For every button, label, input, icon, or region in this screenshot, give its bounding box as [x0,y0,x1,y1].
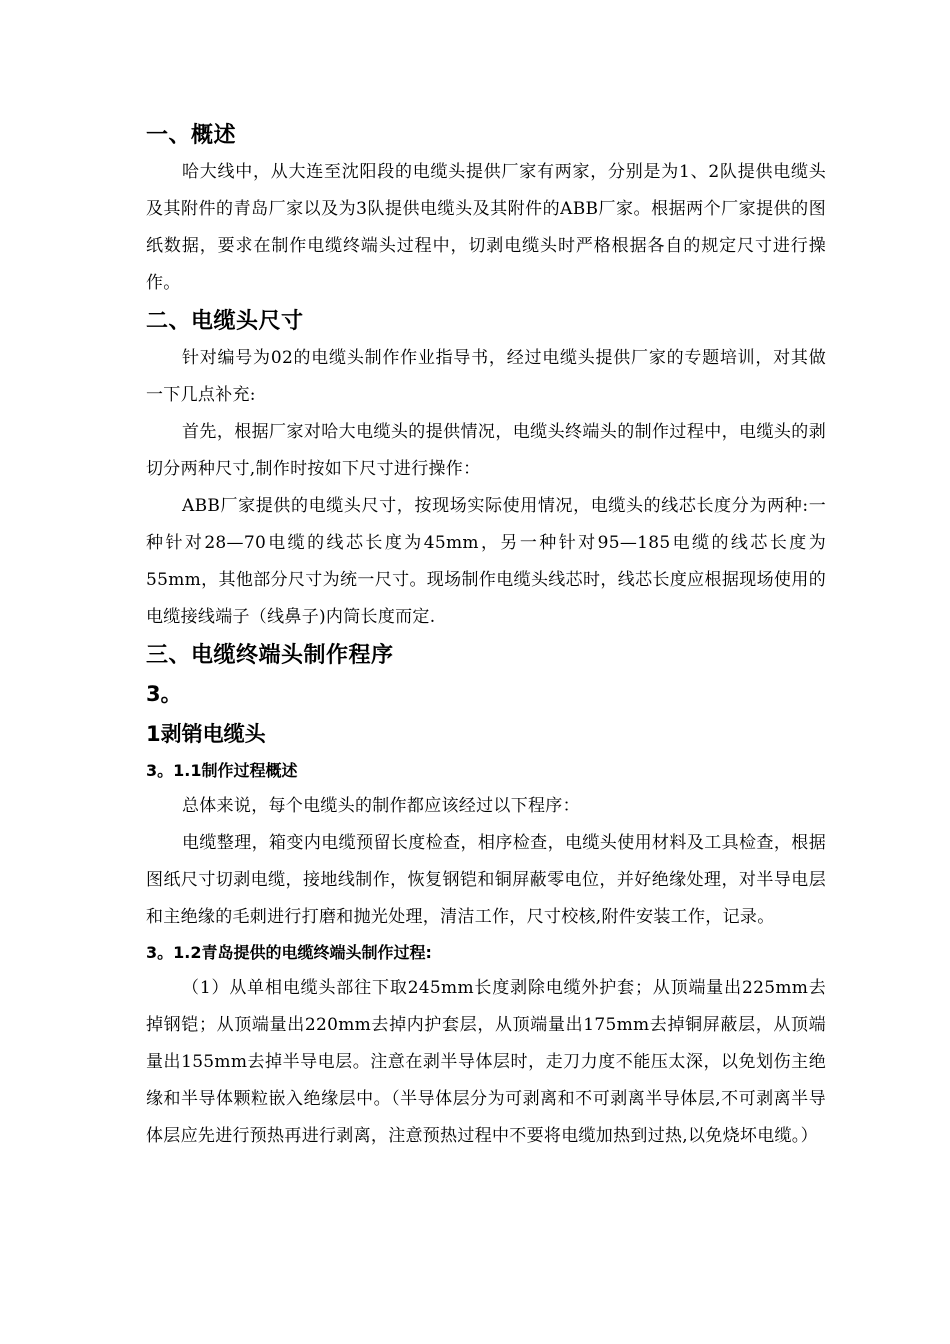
subheading-strip-cable-head: 1剥销电缆头 [146,722,266,746]
section-heading-cable-head-size: 二、电缆头尺寸 [146,309,304,334]
document-page [146,118,826,1155]
procedure-paragraph-2: 电缆整理，箱变内电缆预留长度检查，相序检查，电缆头使用材料及工具检查，根据图纸尺寸切剥电缆，接地线制作，恢复钢铠和铜屏蔽零电位，并好绝缘处理，对半导电层和主绝缘的毛刺进行打磨和抛光处理，清洁工作，尺寸校核,附件安装工作，记录。 [146,833,826,927]
procedure-paragraph-3: （1）从单相电缆头部往下取245mm长度剥除电缆外护套；从顶端量出225mm去掉钢铠；从顶端量出220mm去掉内护套层，从顶端量出175mm去掉铜屏蔽层，从顶端量出155mm去掉半导电层。注意在剥半导体层时，走刀力度不能压太深，以免划伤主绝缘和半导体颗粒嵌入绝缘层中。（半导体层分为可剥离和不可剥离半导体层,不可剥离半导体层应先进行预热再进行剥离，注意预热过程中不要将电缆加热到过热,以免烧坏电缆。） [146,978,826,1146]
subheading-3: 3。 [146,682,182,706]
size-paragraph-1: 针对编号为02的电缆头制作作业指导书，经过电缆头提供厂家的专题培训，对其做一下几点补充: [146,348,826,405]
size-paragraph-3: ABB厂家提供的电缆头尺寸，按现场实际使用情况，电缆头的线芯长度分为两种:一种针对28—70电缆的线芯长度为45mm，另一种针对95—185电缆的线芯长度为55mm，其他部分尺寸为统一尺寸。现场制作电缆头线芯时，线芯长度应根据现场使用的电缆接线端子（线鼻子)内筒长度而定. [146,496,826,627]
overview-paragraph: 哈大线中，从大连至沈阳段的电缆头提供厂家有两家，分别是为1、2队提供电缆头及其附件的青岛厂家以及为3队提供电缆头及其附件的ABB厂家。根据两个厂家提供的图纸数据，要求在制作电缆终端头过程中，切剥电缆头时严格根据各自的规定尺寸进行操作。 [146,162,826,293]
subheading-3-1-2: 3。1.2青岛提供的电缆终端头制作过程: [146,943,432,962]
size-paragraph-2: 首先，根据厂家对哈大电缆头的提供情况，电缆头终端头的制作过程中，电缆头的剥切分两种尺寸,制作时按如下尺寸进行操作： [146,422,826,479]
section-heading-overview: 一、概述 [146,123,237,148]
subheading-3-1-1: 3。1.1制作过程概述 [146,761,298,780]
section-heading-procedure: 三、电缆终端头制作程序 [146,643,394,668]
procedure-paragraph-1: 总体来说，每个电缆头的制作都应该经过以下程序： [182,796,580,816]
